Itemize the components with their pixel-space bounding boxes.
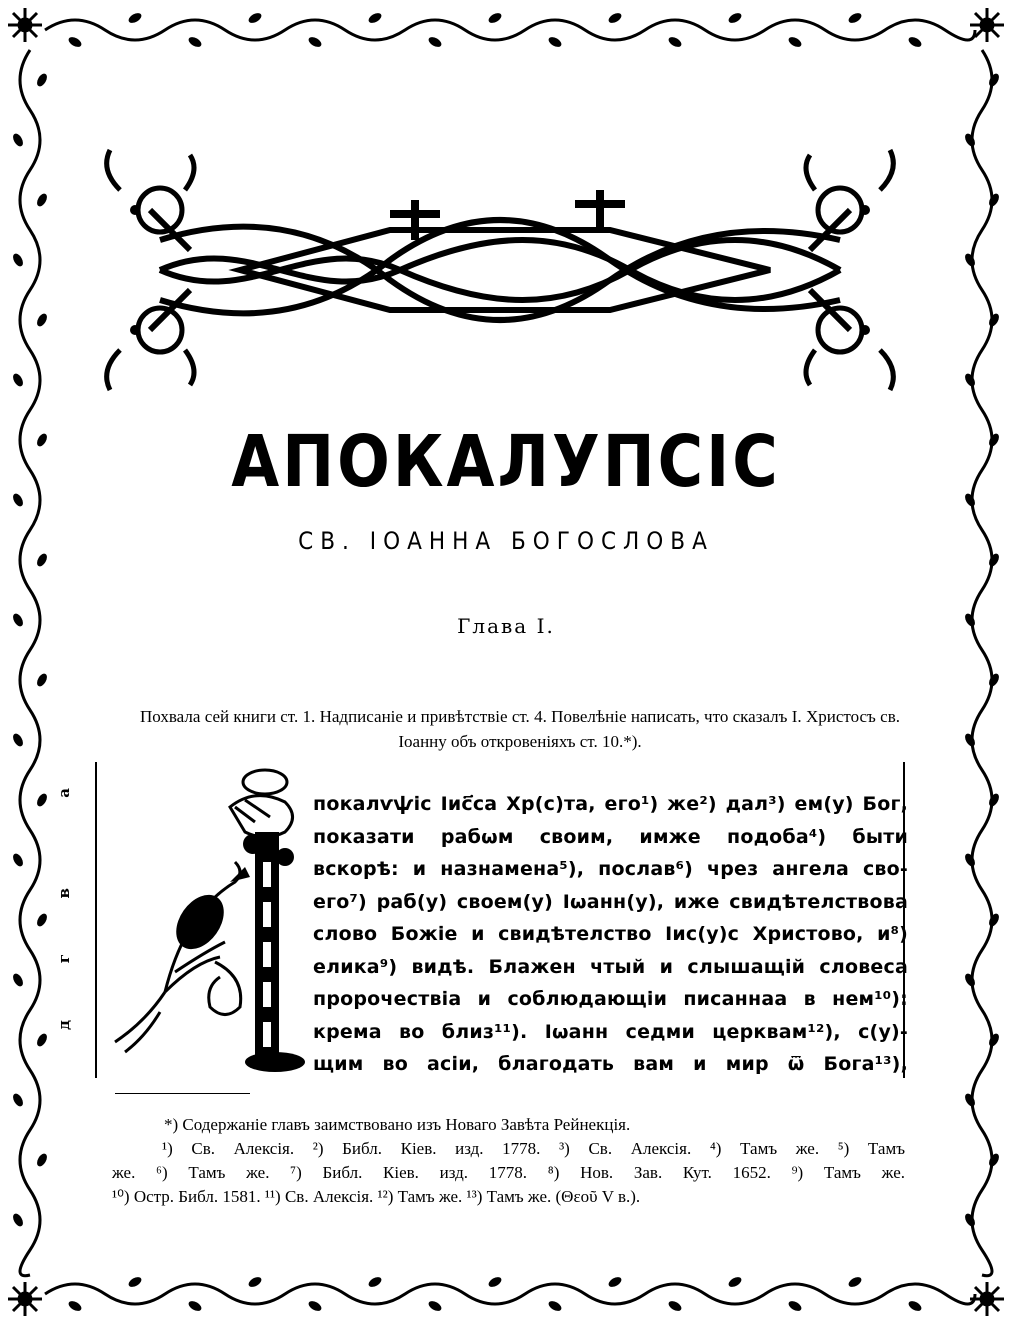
text-line: вскорѣ: и назнамена⁵), послав⁶) чрез ангела сво- — [313, 858, 908, 880]
text-line: щим во асіи, благодать вам и мир ѿ Бога¹³), — [313, 1053, 908, 1075]
text-line: пророчествіа и соблюдающіи писаннаа в нем¹⁰): — [313, 988, 908, 1010]
chapter-summary: Похвала сей книги ст. 1. Надписаніе и привѣтствіе ст. 4. Повелѣніе написать, что сказалъ І. Христосъ св. Іоанну объ откровеніяхъ ст. 10.*). — [140, 707, 900, 751]
text-line: слово Божіе и свидѣтелство Іис(у)с Христово, и⁸) — [313, 923, 908, 945]
footnote-line: ¹⁰) Остр. Библ. 1581. ¹¹) Св. Алексія. ¹²) Тамъ же. ¹³) Тамъ же. (Θεοῦ V в.). — [112, 1187, 641, 1206]
text-line: покалѵѱіс Іис҃са Хр(с)та, его¹) же²) дал³) ем(у) Бог, — [313, 793, 908, 815]
footnote-intro: *) Содержаніе главъ заимствовано изъ Новаго Завѣта Рейнекція. — [164, 1115, 631, 1134]
chapter-heading: Глава І. — [457, 614, 555, 638]
text-line: показати рабωм своим, имже подоба⁴) быти — [313, 825, 908, 848]
text-line: его⁷) раб(у) своем(у) Іωанн(у), иже свидѣтелствова — [313, 890, 908, 913]
footnote-separator — [115, 1093, 250, 1094]
ornamental-initial-letter — [105, 762, 310, 1072]
verse-mark-1: а — [55, 788, 73, 798]
footnotes — [112, 1113, 905, 1209]
footnote-line: ¹) Св. Алексія. ²) Библ. Кіев. изд. 1778. ³) Св. Алексія. ⁴) Тамъ же. ⁵) Тамъ — [162, 1139, 905, 1158]
interlace-headpiece-ornament — [90, 130, 910, 420]
text-line: крема во близ¹¹). Іωанн седми церквам¹²), с(у)- — [313, 1020, 908, 1043]
page-subtitle: СВ. ІОАННА БОГОСЛОВА — [298, 527, 714, 555]
text-line: елика⁹) видѣ. Блажен чтый и слышащій словеса — [313, 955, 908, 978]
scripture-text — [313, 788, 908, 1081]
verse-mark-4: д — [55, 1020, 73, 1030]
page-title: АПОКАЛУПСІС — [231, 419, 781, 504]
verse-mark-3: г — [55, 954, 73, 964]
footnote-line: же. ⁶) Тамъ же. ⁷) Библ. Кіев. изд. 1778. ⁸) Нов. Зав. Кут. 1652. ⁹) Тамъ же. — [112, 1163, 905, 1182]
left-column-rule — [95, 762, 97, 1078]
verse-mark-2: в — [55, 888, 73, 899]
